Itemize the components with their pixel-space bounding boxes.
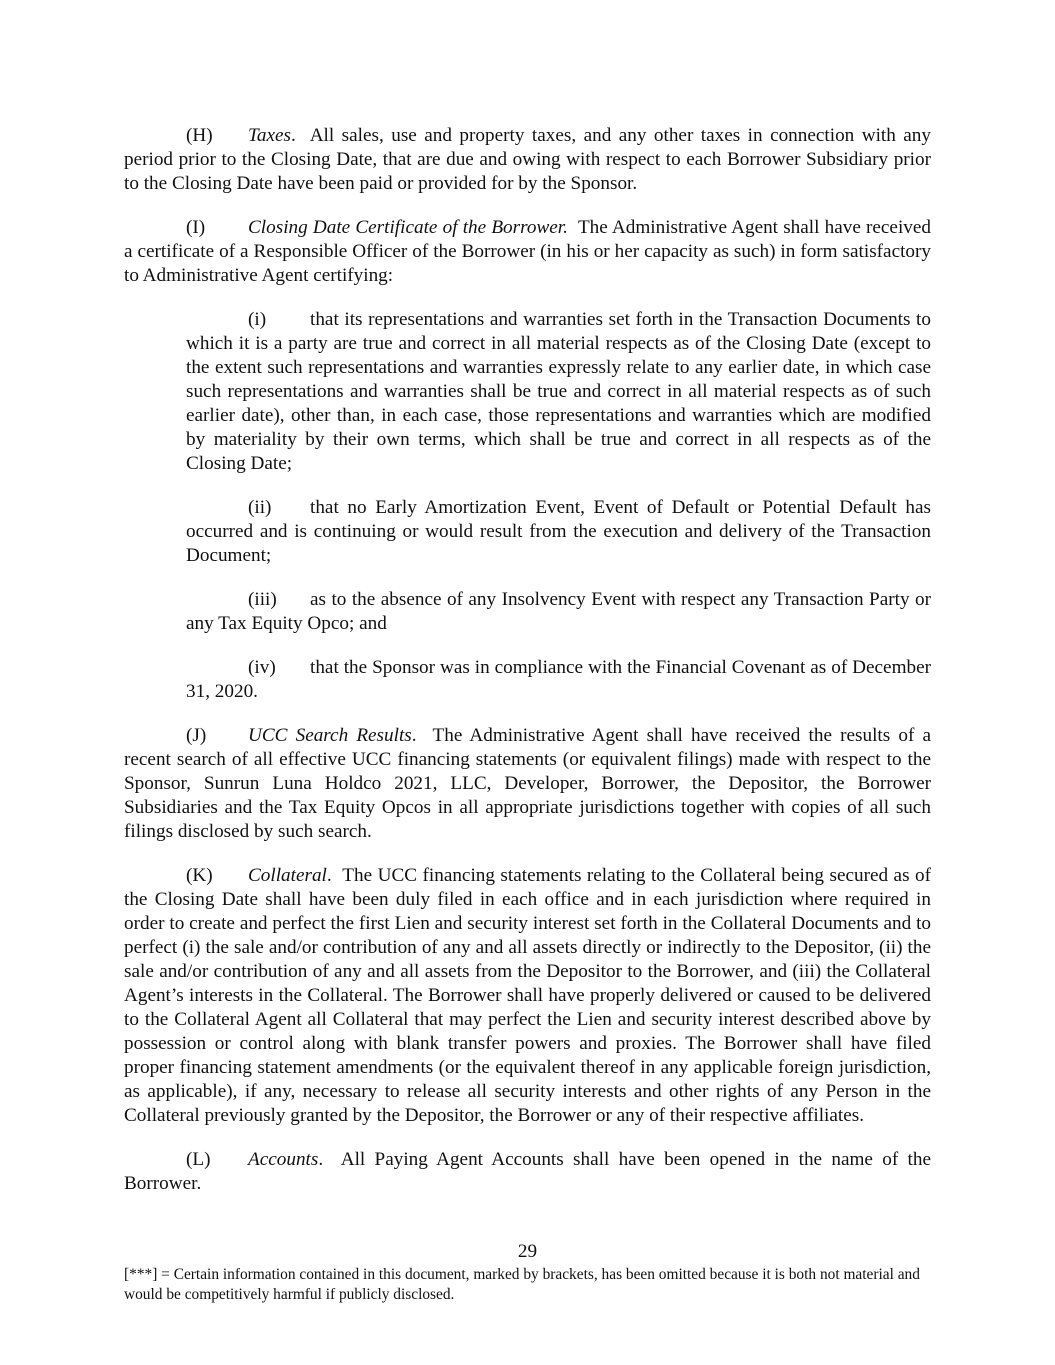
subsection-body: that the Sponsor was in compliance with the Financial Covenant as of December 31, 2020. xyxy=(186,657,931,702)
subsection-body: that its representations and warranties set forth in the Transaction Documents to which it is a party are true and correct in all material respects as of the Closing Date (except to the extent such representations and warranties expressly relate to any earlier date, in which case such representations and warranties shall be true and correct in all material respects as of such earlier date), other than, in each case, those representations and warranties which are modified by materiality by their own terms, which shall be true and correct in all respects as of the Closing Date; xyxy=(186,309,931,474)
subsection-iii xyxy=(186,588,931,636)
section-j-ucc-search xyxy=(124,724,931,844)
page-number: 29 xyxy=(517,1241,538,1262)
section-title: Accounts xyxy=(248,1149,319,1170)
subsection-body: that no Early Amortization Event, Event of Default or Potential Default has occurred and is continuing or would result from the execution and delivery of the Transaction Document; xyxy=(186,497,931,566)
section-title: UCC Search Results xyxy=(248,725,412,746)
title-period: . xyxy=(411,725,417,746)
section-body: The Administrative Agent shall have received the results of a recent search of all effective UCC financing statements (or equivalent filings) made with respect to the Sponsor, Sunrun Luna Holdco 2021, LLC, Developer, Borrower, the Depositor, the Borrower Subsidiaries and the Tax Equity Opcos in all appropriate jurisdictions together with copies of all such filings disclosed by such search. xyxy=(124,725,931,842)
subsection-label: (iv) xyxy=(248,657,276,678)
section-body: All sales, use and property taxes, and any other taxes in connection with any period prior to the Closing Date, that are due and owing with respect to each Borrower Subsidiary prior to the Closing Date have been paid or provided for by the Sponsor. xyxy=(124,125,931,194)
section-label: (I) xyxy=(186,217,206,238)
title-period: . xyxy=(291,125,296,146)
section-body: The Administrative Agent shall have received a certificate of a Responsible Officer of the Borrower (in his or her capacity as such) in form satisfactory to Administrative Agent certifying: xyxy=(124,217,931,286)
section-body: The UCC financing statements relating to the Collateral being secured as of the Closing Date shall have been duly filed in each office and in each jurisdiction where required in order to create and perfect the first Lien and security interest set forth in the Collateral Documents and to perfect (i) the sale and/or contribution of any and all assets directly or indirectly to the Depositor, (ii) the sale and/or contribution of any and all assets from the Depositor to the Borrower, and (iii) the Collateral Agent’s interests in the Collateral. The Borrower shall have properly delivered or caused to be delivered to the Collateral Agent all Collateral that may perfect the Lien and security interest described above by possession or control along with blank transfer powers and proxies. The Borrower shall have filed proper financing statement amendments (or the equivalent thereof in any applicable foreign jurisdiction, as applicable), if any, necessary to release all security interests and other rights of any Person in the Collateral previously granted by the Depositor, the Borrower or any of their respective affiliates. xyxy=(124,865,931,1126)
subsection-label: (iii) xyxy=(248,589,277,610)
section-label: (J) xyxy=(186,725,207,746)
title-period: . xyxy=(318,1149,324,1170)
document-page xyxy=(124,124,931,1216)
section-label: (L) xyxy=(186,1149,211,1170)
section-i-closing-certificate xyxy=(124,216,931,288)
section-label: (K) xyxy=(186,865,213,886)
subsection-i xyxy=(186,308,931,476)
subsection-iv xyxy=(186,656,931,704)
section-title: Closing Date Certificate of the Borrower. xyxy=(248,217,568,238)
subsection-body: as to the absence of any Insolvency Event with respect any Transaction Party or any Tax Equity Opco; and xyxy=(186,589,931,634)
section-k-collateral xyxy=(124,864,931,1128)
section-title: Collateral xyxy=(248,865,327,886)
subsection-ii xyxy=(186,496,931,568)
section-label: (H) xyxy=(186,125,213,146)
footnote: [***] = Certain information contained in this document, marked by brackets, has been omitted because it is both not material and would be competitively harmful if publicly disclosed. xyxy=(124,1266,920,1303)
section-body: All Paying Agent Accounts shall have been opened in the name of the Borrower. xyxy=(124,1149,931,1194)
title-period: . xyxy=(326,865,332,886)
section-l-accounts xyxy=(124,1148,931,1196)
subsection-label: (i) xyxy=(248,309,267,330)
section-title: Taxes xyxy=(248,125,292,146)
subsection-label: (ii) xyxy=(248,497,272,518)
section-h-taxes xyxy=(124,124,931,196)
